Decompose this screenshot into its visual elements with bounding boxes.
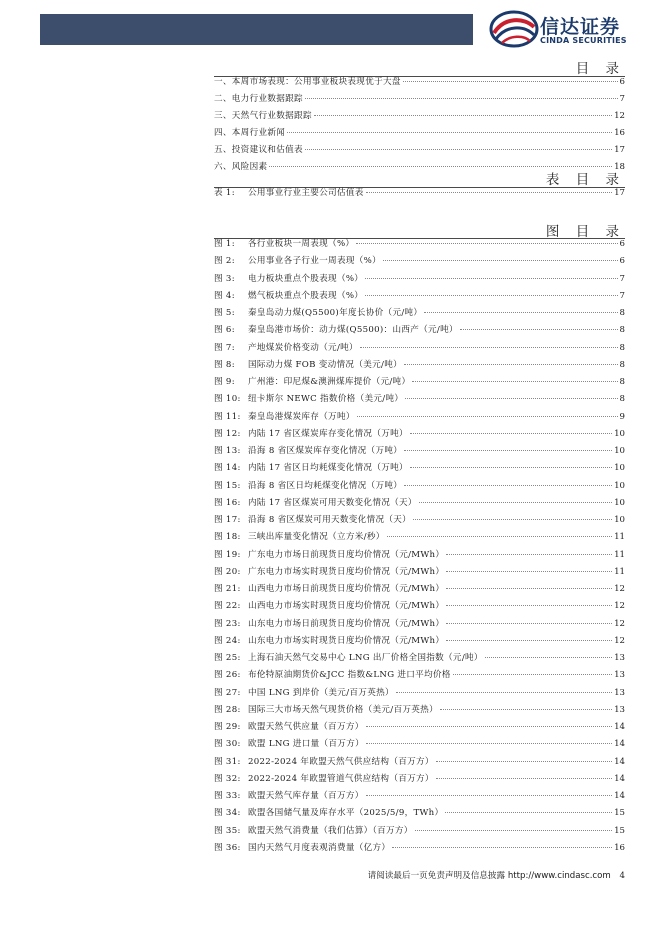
toc-entry-number: 图 22: xyxy=(214,601,241,612)
toc-entry-title: 燃气板块重点个股表现（%） xyxy=(248,290,364,301)
toc-entry-title: 公用事业各子行业一周表现（%） xyxy=(248,256,381,267)
toc-entry-title: 布伦特原油期货价&JCC 指数&LNG 进口平均价格 xyxy=(248,670,451,681)
toc-entry-label xyxy=(214,341,358,353)
toc-entry[interactable] xyxy=(214,513,625,530)
toc-entry-title: 秦皇岛港煤炭库存（万吨） xyxy=(248,411,355,422)
toc-entry[interactable] xyxy=(214,737,625,754)
toc-entry[interactable] xyxy=(214,126,625,143)
toc-entry-title: 产地煤炭价格变动（元/吨） xyxy=(248,342,358,353)
toc-entry-number: 图 34: xyxy=(214,808,241,819)
toc-entry-number: 图 35: xyxy=(214,825,241,836)
toc-entry-page: 8 xyxy=(619,308,625,318)
dot-leader xyxy=(410,433,612,434)
toc-entry-label xyxy=(214,513,411,525)
dot-leader xyxy=(412,381,617,382)
dot-leader xyxy=(392,847,612,848)
dot-leader xyxy=(446,571,612,572)
toc-entry-label xyxy=(214,323,458,335)
toc-entry-page: 10 xyxy=(614,463,625,474)
toc-entry-number: 图 28: xyxy=(214,704,241,715)
toc-entry[interactable] xyxy=(214,720,625,737)
toc-entry-label: 一、本周市场表现：公用事业板块表现优于大盘 xyxy=(214,77,401,87)
toc-entry-label xyxy=(214,806,443,818)
toc-entry-title: 公用事业行业主要公司估值表 xyxy=(248,188,364,198)
dot-leader xyxy=(453,674,612,675)
toc-entry-number: 图 26: xyxy=(214,670,241,681)
toc-entry-number: 图 7: xyxy=(214,342,235,353)
toc-entry-number: 图 21: xyxy=(214,584,241,594)
tables-title: 表 目 录 xyxy=(545,172,625,188)
toc-entry-page: 9 xyxy=(619,411,625,422)
toc-entry-page: 18 xyxy=(614,162,625,173)
toc-entry-number: 图 33: xyxy=(214,791,241,801)
toc-entry-page: 13 xyxy=(614,687,625,698)
toc-entry-title: 沿海 8 省区煤炭可用天数变化情况（天） xyxy=(248,515,412,525)
dot-leader xyxy=(446,623,612,624)
toc-entry-title: 欧盟天然气库存量（百万方） xyxy=(248,791,364,801)
dot-leader xyxy=(366,743,612,744)
toc-entry-number: 图 16: xyxy=(214,497,241,508)
toc-entry-title: 沿海 8 省区日均耗煤变化情况（万吨） xyxy=(248,480,403,491)
dot-leader xyxy=(436,761,612,762)
toc-entry-label xyxy=(214,444,402,456)
toc-entry[interactable] xyxy=(214,375,625,392)
toc-entry-page: 7 xyxy=(619,290,625,301)
dot-leader xyxy=(383,260,618,261)
toc-entry-title: 欧盟天然气供应量（百万方） xyxy=(248,722,364,732)
toc-entry[interactable] xyxy=(214,824,625,841)
toc-entry-title: 欧盟天然气消费量（我们估算）（百万方） xyxy=(248,825,413,836)
toc-entry-label xyxy=(214,548,444,560)
toc-entry-label xyxy=(214,599,444,611)
toc-entry[interactable] xyxy=(214,686,625,703)
dot-leader xyxy=(366,192,612,193)
toc-entry-number: 图 10: xyxy=(214,394,241,405)
toc-entry[interactable] xyxy=(214,109,625,126)
toc-entry-title: 纽卡斯尔 NEWC 指数价格（美元/吨） xyxy=(248,394,404,405)
toc-entry-label xyxy=(214,186,364,198)
dot-leader xyxy=(440,709,612,710)
dot-leader xyxy=(356,243,617,244)
dot-leader xyxy=(396,692,612,693)
toc-entry-title: 沿海 8 省区煤炭库存变化情况（万吨） xyxy=(248,446,403,456)
toc-entry-page: 12 xyxy=(614,635,625,646)
toc-entry-page: 8 xyxy=(619,342,625,353)
brand-name-cn: 信达证券 xyxy=(540,16,621,38)
dot-leader xyxy=(365,278,617,279)
toc-entry-title: 秦皇岛港市场价：动力煤(Q5500)：山西产（元/吨） xyxy=(248,325,458,336)
toc-entry-page: 12 xyxy=(614,618,625,629)
toc-entry[interactable] xyxy=(214,461,625,478)
toc-entry-page: 16 xyxy=(614,128,625,139)
toc-entry-label xyxy=(214,254,381,266)
toc-entry-page: 8 xyxy=(619,325,625,336)
dot-leader xyxy=(387,536,612,537)
toc-entry-page: 14 xyxy=(614,791,625,801)
toc-entry-label: 三、天然气行业数据跟踪 xyxy=(214,111,312,122)
dot-leader xyxy=(446,554,612,555)
dot-leader xyxy=(366,726,612,727)
toc-entry-title: 国际动力煤 FOB 变动情况（美元/吨） xyxy=(248,359,402,370)
toc-entry-label xyxy=(214,617,444,629)
toc-entry[interactable] xyxy=(214,427,625,444)
toc-entry[interactable] xyxy=(214,617,625,634)
toc-entry-page: 12 xyxy=(614,111,625,122)
toc-entry-page: 13 xyxy=(614,670,625,681)
toc-entry-number: 图 15: xyxy=(214,480,241,491)
toc-entry-page: 12 xyxy=(614,584,625,594)
dot-leader xyxy=(287,132,612,133)
toc-entry-page: 14 xyxy=(614,722,625,732)
toc-entry[interactable] xyxy=(214,237,625,254)
dot-leader xyxy=(460,329,618,330)
dot-leader xyxy=(405,398,617,399)
toc-entry-number: 图 9: xyxy=(214,377,235,387)
toc-entry-page: 10 xyxy=(614,497,625,508)
toc-entry-label xyxy=(214,686,394,698)
toc-entry[interactable] xyxy=(214,358,625,375)
toc-entry-number: 图 3: xyxy=(214,273,235,284)
toc-entry-page: 11 xyxy=(614,566,625,577)
brand-name-en: CINDA SECURITIES xyxy=(540,36,627,45)
toc-entry[interactable] xyxy=(214,496,625,513)
toc-entry-label xyxy=(214,530,385,542)
toc-entry-title: 内陆 17 省区日均耗煤变化情况（万吨） xyxy=(248,463,408,474)
toc-entry-label: 二、电力行业数据跟踪 xyxy=(214,94,303,105)
figures-list xyxy=(214,237,625,858)
toc-entry-label xyxy=(214,755,434,767)
toc-entry-label xyxy=(214,479,402,491)
toc-entry-label xyxy=(214,392,403,404)
toc-entry-title: 国内天然气月度表观消费量（亿方） xyxy=(248,842,391,853)
toc-entry-label xyxy=(214,651,483,663)
toc-entry-title: 欧盟 LNG 进口量（百万方） xyxy=(248,739,364,750)
toc-entry-number: 图 24: xyxy=(214,635,241,646)
toc-entry-number: 图 5: xyxy=(214,308,235,318)
toc-entry-page: 6 xyxy=(619,256,625,267)
toc-entry[interactable] xyxy=(214,186,625,203)
toc-entry-label: 五、投资建议和估值表 xyxy=(214,145,303,156)
toc-entry-number: 图 12: xyxy=(214,428,241,439)
toc-entry[interactable] xyxy=(214,565,625,582)
toc-entry-number: 图 19: xyxy=(214,549,241,560)
toc-entry-page: 11 xyxy=(614,532,625,543)
toc-entry[interactable] xyxy=(214,841,625,858)
toc-entry-label xyxy=(214,634,444,646)
toc-entry-label xyxy=(214,410,355,422)
contents-list xyxy=(214,75,625,177)
dot-leader xyxy=(365,295,617,296)
toc-entry-page: 13 xyxy=(614,653,625,663)
toc-entry-number: 图 2: xyxy=(214,256,235,267)
toc-entry-title: 中国 LNG 到岸价（美元/百万英热） xyxy=(248,687,394,698)
toc-entry-number: 图 30: xyxy=(214,739,241,750)
toc-entry-title: 广东电力市场日前现货日度均价情况（元/MWh） xyxy=(248,549,445,560)
toc-entry-number: 图 23: xyxy=(214,618,241,629)
toc-entry[interactable] xyxy=(214,599,625,616)
toc-entry-page: 14 xyxy=(614,756,625,767)
toc-entry-number: 图 8: xyxy=(214,359,235,370)
toc-entry-number: 图 18: xyxy=(214,532,241,543)
toc-entry-page: 14 xyxy=(614,773,625,784)
toc-entry[interactable] xyxy=(214,634,625,651)
toc-entry-number: 图 4: xyxy=(214,290,235,301)
toc-entry[interactable] xyxy=(214,703,625,720)
dot-leader xyxy=(410,467,612,468)
toc-entry-label xyxy=(214,582,444,594)
toc-entry-label: 六、风险因素 xyxy=(214,162,268,173)
figures-title: 图 目 录 xyxy=(545,224,625,240)
toc-entry-title: 山西电力市场日前现货日度均价情况（元/MWh） xyxy=(248,584,445,594)
toc-entry-title: 三峡出库量变化情况（立方米/秒） xyxy=(248,532,385,543)
toc-entry-label xyxy=(214,272,363,284)
toc-entry[interactable] xyxy=(214,444,625,461)
toc-entry[interactable] xyxy=(214,789,625,806)
toc-entry-page: 16 xyxy=(614,842,625,853)
toc-entry-page: 6 xyxy=(619,77,625,87)
toc-entry-page: 10 xyxy=(614,428,625,439)
toc-entry-title: 电力板块重点个股表现（%） xyxy=(248,273,364,284)
cinda-logo-mark-icon xyxy=(488,9,540,49)
toc-entry-number: 图 14: xyxy=(214,463,241,474)
disclaimer-note: 请阅读最后一页免责声明及信息披露 xyxy=(367,871,506,881)
toc-entry-label xyxy=(214,496,417,508)
dot-leader xyxy=(445,812,612,813)
dot-leader xyxy=(314,115,612,116)
dot-leader xyxy=(403,81,618,82)
toc-entry[interactable] xyxy=(214,254,625,271)
toc-entry-title: 山西电力市场实时现货日度均价情况（元/MWh） xyxy=(248,601,445,612)
toc-entry-page: 8 xyxy=(619,394,625,405)
toc-entry-page: 13 xyxy=(614,704,625,715)
toc-entry-title: 广东电力市场实时现货日度均价情况（元/MWh） xyxy=(248,566,445,577)
toc-entry-label xyxy=(214,703,438,715)
toc-entry-label xyxy=(214,841,390,853)
page-footer xyxy=(368,869,625,881)
toc-entry-number: 图 31: xyxy=(214,756,241,767)
toc-entry-number: 表 1: xyxy=(214,188,235,198)
toc-entry-label xyxy=(214,358,402,370)
dot-leader xyxy=(357,416,618,417)
dot-leader xyxy=(415,830,612,831)
dot-leader xyxy=(419,502,612,503)
toc-entry-page: 17 xyxy=(614,145,625,156)
toc-entry-label: 四、本周行业新闻 xyxy=(214,128,286,139)
toc-entry-number: 图 29: xyxy=(214,722,241,732)
toc-entry[interactable] xyxy=(214,143,625,160)
toc-entry[interactable] xyxy=(214,272,625,289)
toc-entry[interactable] xyxy=(214,806,625,823)
toc-entry-page: 17 xyxy=(614,188,625,198)
toc-entry-title: 各行业板块一周表现（%） xyxy=(248,239,355,249)
toc-entry-label xyxy=(214,306,422,318)
toc-entry-title: 2022-2024 年欧盟管道气供应结构（百万方） xyxy=(248,773,434,784)
toc-entry-title: 欧盟各国储气量及库存水平（2025/5/9，TWh） xyxy=(248,808,444,819)
dot-leader xyxy=(305,98,618,99)
toc-entry-page: 10 xyxy=(614,446,625,456)
toc-entry[interactable] xyxy=(214,772,625,789)
toc-entry-label xyxy=(214,824,413,836)
toc-entry-label xyxy=(214,772,434,784)
toc-entry-title: 山东电力市场实时现货日度均价情况（元/MWh） xyxy=(248,635,445,646)
toc-entry-number: 图 1: xyxy=(214,239,235,249)
dot-leader xyxy=(446,605,612,606)
toc-entry-page: 7 xyxy=(619,273,625,284)
header-band xyxy=(40,14,473,45)
dot-leader xyxy=(366,795,612,796)
toc-entry-number: 图 13: xyxy=(214,446,241,456)
toc-entry[interactable] xyxy=(214,668,625,685)
toc-entry-title: 山东电力市场日前现货日度均价情况（元/MWh） xyxy=(248,618,445,629)
toc-entry[interactable] xyxy=(214,548,625,565)
toc-entry-number: 图 27: xyxy=(214,687,241,698)
toc-entry-page: 14 xyxy=(614,739,625,750)
dot-leader xyxy=(436,778,612,779)
toc-entry-label xyxy=(214,737,364,749)
tables-list xyxy=(214,186,625,203)
toc-entry[interactable] xyxy=(214,323,625,340)
toc-entry-label xyxy=(214,461,408,473)
toc-entry-title: 2022-2024 年欧盟天然气供应结构（百万方） xyxy=(248,756,434,767)
toc-entry-page: 8 xyxy=(619,377,625,387)
dot-leader xyxy=(404,485,612,486)
contents-title: 目 录 xyxy=(575,61,625,77)
toc-entry-number: 图 17: xyxy=(214,515,241,525)
page-number: 4 xyxy=(619,871,625,881)
toc-entry-number: 图 32: xyxy=(214,773,241,784)
toc-entry-page: 10 xyxy=(614,515,625,525)
toc-entry-label xyxy=(214,565,444,577)
dot-leader xyxy=(413,519,612,520)
toc-entry-label xyxy=(214,668,451,680)
toc-entry-title: 内陆 17 省区煤炭库存变化情况（万吨） xyxy=(248,428,408,439)
toc-entry-number: 图 25: xyxy=(214,653,241,663)
toc-entry-page: 15 xyxy=(614,808,625,819)
dot-leader xyxy=(446,640,612,641)
toc-entry-title: 秦皇岛动力煤(Q5500)年度长协价（元/吨） xyxy=(248,308,423,318)
toc-entry-label xyxy=(214,237,354,249)
toc-entry-label xyxy=(214,789,364,801)
toc-entry[interactable] xyxy=(214,582,625,599)
dot-leader xyxy=(305,149,612,150)
toc-entry-number: 图 11: xyxy=(214,411,241,422)
dot-leader xyxy=(404,450,612,451)
toc-entry-label xyxy=(214,375,410,387)
toc-entry-page: 6 xyxy=(619,239,625,249)
toc-entry-page: 8 xyxy=(619,359,625,370)
toc-entry-title: 内陆 17 省区煤炭可用天数变化情况（天） xyxy=(248,497,417,508)
toc-entry-title: 国际三大市场天然气现货价格（美元/百万英热） xyxy=(248,704,438,715)
toc-entry-label xyxy=(214,720,364,732)
toc-entry[interactable] xyxy=(214,92,625,109)
dot-leader xyxy=(446,588,612,589)
toc-entry-page: 10 xyxy=(614,480,625,491)
toc-entry[interactable] xyxy=(214,651,625,668)
website-link[interactable]: http://www.cindasc.com xyxy=(507,871,611,881)
toc-entry-number: 图 6: xyxy=(214,325,235,336)
toc-entry-number: 图 20: xyxy=(214,566,241,577)
toc-entry[interactable] xyxy=(214,306,625,323)
toc-entry-title: 广州港：印尼煤&澳洲煤库提价（元/吨） xyxy=(248,377,411,387)
dot-leader xyxy=(404,364,618,365)
toc-entry-page: 11 xyxy=(614,549,625,560)
dot-leader xyxy=(485,657,612,658)
toc-entry-label xyxy=(214,427,408,439)
toc-entry[interactable] xyxy=(214,410,625,427)
dot-leader xyxy=(360,347,618,348)
toc-entry-page: 7 xyxy=(619,94,625,105)
toc-entry-label xyxy=(214,289,363,301)
dot-leader xyxy=(424,312,617,313)
toc-entry[interactable] xyxy=(214,392,625,409)
toc-entry[interactable] xyxy=(214,479,625,496)
toc-entry[interactable] xyxy=(214,341,625,358)
toc-entry-number: 图 36: xyxy=(214,842,241,853)
toc-entry[interactable] xyxy=(214,289,625,306)
toc-entry[interactable] xyxy=(214,75,625,92)
toc-entry-page: 15 xyxy=(614,825,625,836)
toc-entry[interactable] xyxy=(214,755,625,772)
toc-entry[interactable] xyxy=(214,530,625,547)
toc-entry-title: 上海石油天然气交易中心 LNG 出厂价格全国指数（元/吨） xyxy=(248,653,483,663)
toc-entry-page: 12 xyxy=(614,601,625,612)
